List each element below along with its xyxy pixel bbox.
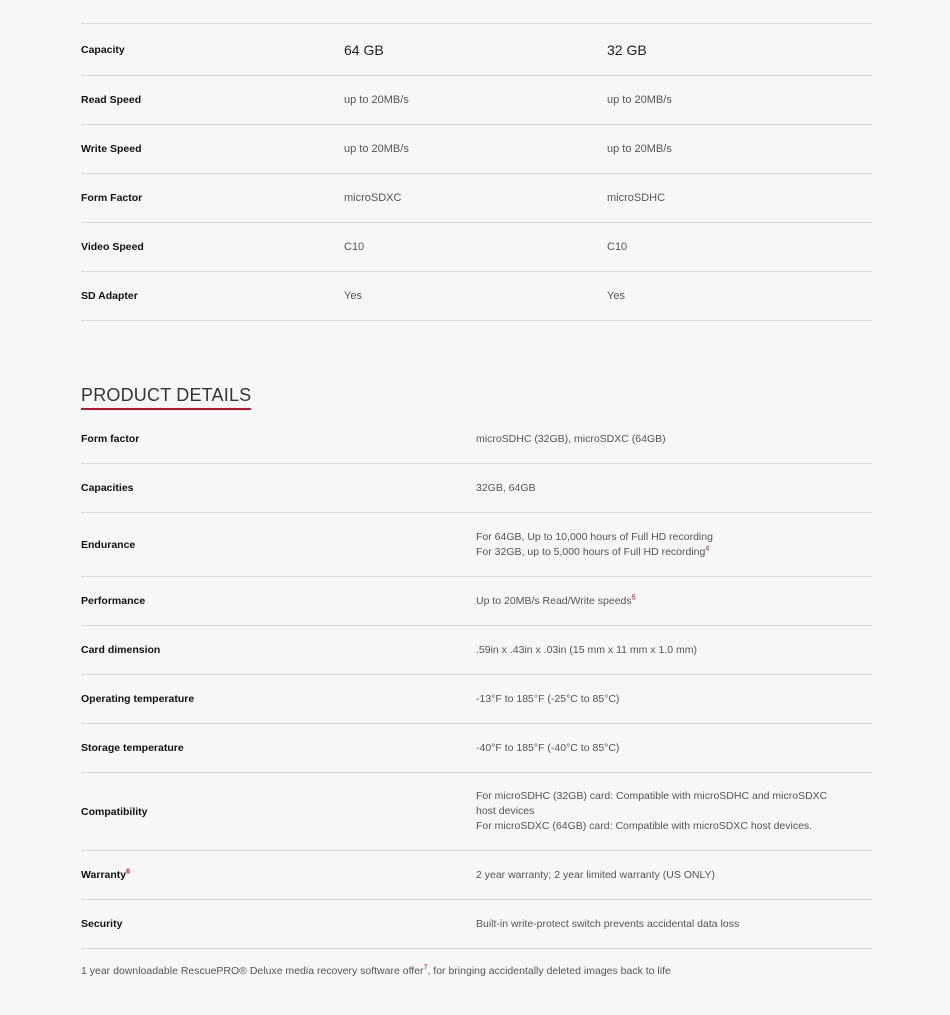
footnote-marker[interactable]: 7	[423, 964, 428, 972]
product-details-table	[81, 415, 872, 949]
detail-value-line: microSDHC (32GB), microSDXC (64GB)	[476, 432, 666, 445]
footnote-marker[interactable]: 6	[126, 868, 131, 876]
detail-value-line: -40°F to 185°F (-40°C to 85°C)	[476, 741, 620, 754]
spec-row-label: SD Adapter	[81, 290, 138, 302]
detail-label: Operating temperature	[81, 693, 195, 705]
spec-row-col1: microSDXC	[344, 192, 402, 204]
spec-row-label: Video Speed	[81, 241, 144, 253]
spec-row	[81, 125, 872, 174]
detail-row	[81, 415, 872, 464]
detail-value-line: .59in x .43in x .03in (15 mm x 11 mm x 1.0 mm)	[476, 643, 697, 656]
spec-row-label: Read Speed	[81, 94, 142, 106]
detail-label: Storage temperature	[81, 742, 184, 754]
detail-value	[476, 643, 846, 658]
detail-label: Performance	[81, 595, 146, 607]
detail-value-line: Up to 20MB/s Read/Write speeds	[476, 594, 632, 607]
detail-label: Warranty	[81, 869, 127, 881]
spec-section	[81, 0, 872, 321]
detail-row	[81, 900, 872, 949]
spec-header-col1: 64 GB	[344, 41, 384, 58]
detail-value	[476, 868, 846, 883]
detail-value-line: 2 year warranty; 2 year limited warranty (US ONLY)	[476, 868, 716, 881]
detail-value	[476, 481, 846, 496]
detail-value-line-with-footnote	[476, 545, 846, 560]
detail-row	[81, 626, 872, 675]
spec-row	[81, 76, 872, 125]
software-offer-footnote	[81, 965, 671, 977]
footnote-text: 1 year downloadable RescuePRO® Deluxe media recovery software offer	[81, 965, 424, 977]
spec-row-col2: up to 20MB/s	[607, 94, 672, 106]
spec-header-row	[81, 24, 872, 76]
spec-row-col1: Yes	[344, 290, 362, 302]
detail-value	[476, 692, 846, 707]
detail-value-line: For microSDXC (64GB) card: Compatible with microSDXC host devices.	[476, 820, 813, 832]
spec-row	[81, 272, 872, 321]
detail-value	[476, 741, 846, 756]
detail-row	[81, 513, 872, 577]
detail-label-with-footnote	[81, 869, 476, 881]
detail-row	[81, 675, 872, 724]
spec-header-col2: 32 GB	[607, 41, 647, 58]
detail-value-line: For 32GB, up to 5,000 hours of Full HD recording	[476, 545, 706, 558]
detail-value-line: Built-in write-protect switch prevents accidental data loss	[476, 917, 740, 930]
detail-row	[81, 464, 872, 513]
detail-row	[81, 851, 872, 900]
detail-value-line: For microSDHC (32GB) card: Compatible with microSDHC and microSDXC	[476, 790, 828, 802]
detail-row	[81, 577, 872, 626]
detail-value	[476, 432, 846, 447]
detail-value	[476, 917, 846, 932]
spec-row	[81, 223, 872, 272]
detail-label: Form factor	[81, 433, 140, 445]
footnote-marker[interactable]: 4	[705, 545, 710, 552]
detail-value-line: host devices	[476, 805, 535, 817]
detail-label: Card dimension	[81, 644, 161, 656]
spec-row-col1: up to 20MB/s	[344, 94, 409, 106]
footnote-text: , for bringing accidentally deleted images back to life	[427, 965, 671, 977]
spec-row-col1: up to 20MB/s	[344, 143, 409, 155]
spec-row-label: Write Speed	[81, 143, 142, 155]
detail-row	[81, 724, 872, 773]
spec-row-col1: C10	[344, 241, 365, 253]
detail-value	[476, 594, 846, 609]
detail-value	[476, 789, 846, 834]
spec-header-label: Capacity	[81, 43, 125, 56]
spec-row-col2: Yes	[607, 290, 625, 302]
detail-row	[81, 773, 872, 851]
spec-row	[81, 174, 872, 223]
spec-row-label: Form Factor	[81, 192, 143, 204]
detail-label: Endurance	[81, 538, 136, 551]
detail-value-line-with-footnote	[476, 594, 846, 609]
footnote-marker[interactable]: 5	[631, 594, 636, 601]
spec-table	[81, 23, 872, 321]
spec-row-col2: C10	[607, 241, 628, 253]
spec-row-col2: up to 20MB/s	[607, 143, 672, 155]
detail-value-line: For 64GB, Up to 10,000 hours of Full HD recording	[476, 530, 713, 543]
product-details-heading: PRODUCT DETAILS	[81, 384, 251, 410]
detail-label: Capacities	[81, 482, 134, 494]
detail-value	[476, 530, 846, 560]
detail-label: Compatibility	[81, 805, 148, 818]
detail-value-line: 32GB, 64GB	[476, 481, 536, 494]
detail-value-line: -13°F to 185°F (-25°C to 85°C)	[476, 692, 620, 705]
spec-row-col2: microSDHC	[607, 192, 666, 204]
detail-label: Security	[81, 918, 123, 930]
